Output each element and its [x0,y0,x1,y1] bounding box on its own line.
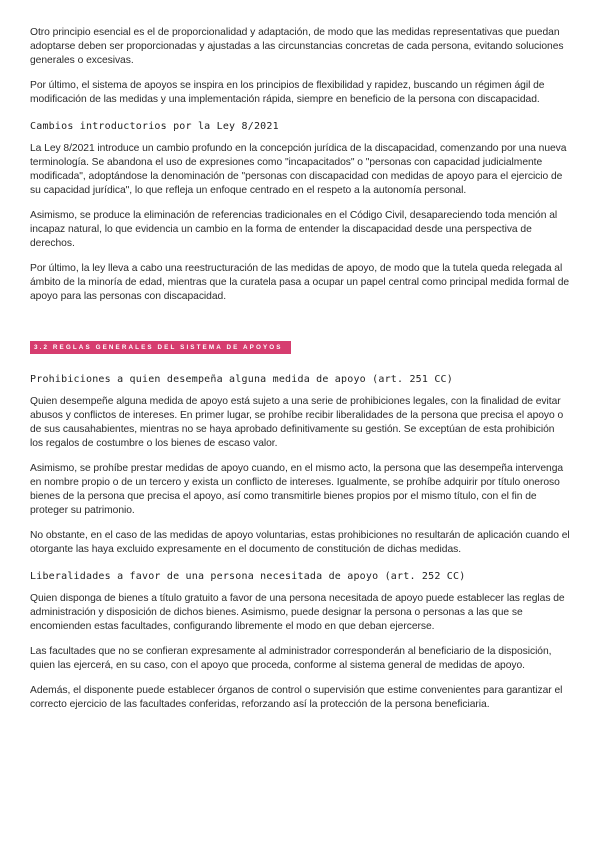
paragraph-liberalidades-3: Además, el disponente puede establecer órganos de control o supervisión que estime convenientes para garantizar el correcto ejercicio de las facultades conferidas, reforzando así la protección de la persona beneficiaria. [30,685,563,710]
paragraph-proporcionalidad: Otro principio esencial es el de proporcionalidad y adaptación, de modo que las medidas representativas que puedan adoptarse deben ser proporcionadas y ajustadas a las circunstancias concretas de cada persona, evitando soluciones generales o excesivas. [30,27,564,66]
paragraph-liberalidades-1: Quien disponga de bienes a título gratuito a favor de una persona necesitada de apoyo puede establecer las reglas de administración y disposición de dichos bienes. Asimismo, puede designar la persona o personas a las que se encomienden estas facultades, configurando libremente el modo en que deban ejercerse. [30,593,565,632]
heading-prohibiciones: Prohibiciones a quien desempeña alguna medida de apoyo (art. 251 CC) [30,374,453,385]
paragraph-prohibiciones-2: Asimismo, se prohíbe prestar medidas de apoyo cuando, en el mismo acto, la persona que las desempeña intervenga en nombre propio o de un tercero y exista un conflicto de intereses. Igualmente, se prohíbe adquirir por título oneroso bienes de la persona que precisa el apoyo, así como transmitirle bienes propios por el mismo título, con el fin de proteger su patrimonio. [30,463,564,516]
paragraph-ley-8-2021: La Ley 8/2021 introduce un cambio profundo en la concepción jurídica de la discapacidad, comenzando por una nueva terminología. Se abandona el uso de expresiones como "incapacitados" o "personas con capacidad judicialmente modificada", adoptándose la denominación de "personas con discapacidad con medidas de apoyo para el ejercicio de su capacidad jurídica", lo que refleja un enfoque centrado en el respeto a la autonomía personal. [30,143,567,196]
paragraph-liberalidades-2: Las facultades que no se confieran expresamente al administrador corresponderán al beneficiario de la disposición, quien las ejercerá, en su caso, con el apoyo que proceda, conforme al sistema general de medidas de apoyo. [30,646,552,671]
paragraph-reestructuracion: Por último, la ley lleva a cabo una reestructuración de las medidas de apoyo, de modo que la tutela queda relegada al ámbito de la minoría de edad, mientras que la curatela pasa a ocupar un papel central como principal medida formal de apoyo para las personas con discapacidad. [30,263,570,302]
section-heading-band: 3.2 REGLAS GENERALES DEL SISTEMA DE APOYOS [30,341,291,354]
section-gap [30,315,570,333]
paragraph-flexibilidad: Por último, el sistema de apoyos se inspira en los principios de flexibilidad y rapidez, buscando un régimen ágil de modificación de las medidas y una implementación rápida, siempre en beneficio de la persona con discapacidad. [30,80,545,105]
paragraph-prohibiciones-3: No obstante, en el caso de las medidas de apoyo voluntarias, estas prohibiciones no resultarán de aplicación cuando el otorgante las haya excluido expresamente en el documento de constitución de dichas medidas. [30,530,570,555]
paragraph-eliminacion-referencias: Asimismo, se produce la eliminación de referencias tradicionales en el Código Civil, desapareciendo toda mención al incapaz natural, lo que evidencia un cambio en la forma de entender la discapacidad desde una perspectiva de derechos. [30,210,558,249]
heading-liberalidades: Liberalidades a favor de una persona necesitada de apoyo (art. 252 CC) [30,571,466,582]
paragraph-prohibiciones-1: Quien desempeñe alguna medida de apoyo está sujeto a una serie de prohibiciones legales, con la finalidad de evitar abusos y conflictos de intereses. En primer lugar, se prohíbe recibir liberalidades de la persona que precisa el apoyo o de sus causahabientes, mientras no se haya aprobado definitivamente su gestión. Se exceptúan de esta prohibición los regalos de costumbre o los bienes de escaso valor. [30,396,564,449]
heading-cambios-introductorios: Cambios introductorios por la Ley 8/2021 [30,121,279,132]
